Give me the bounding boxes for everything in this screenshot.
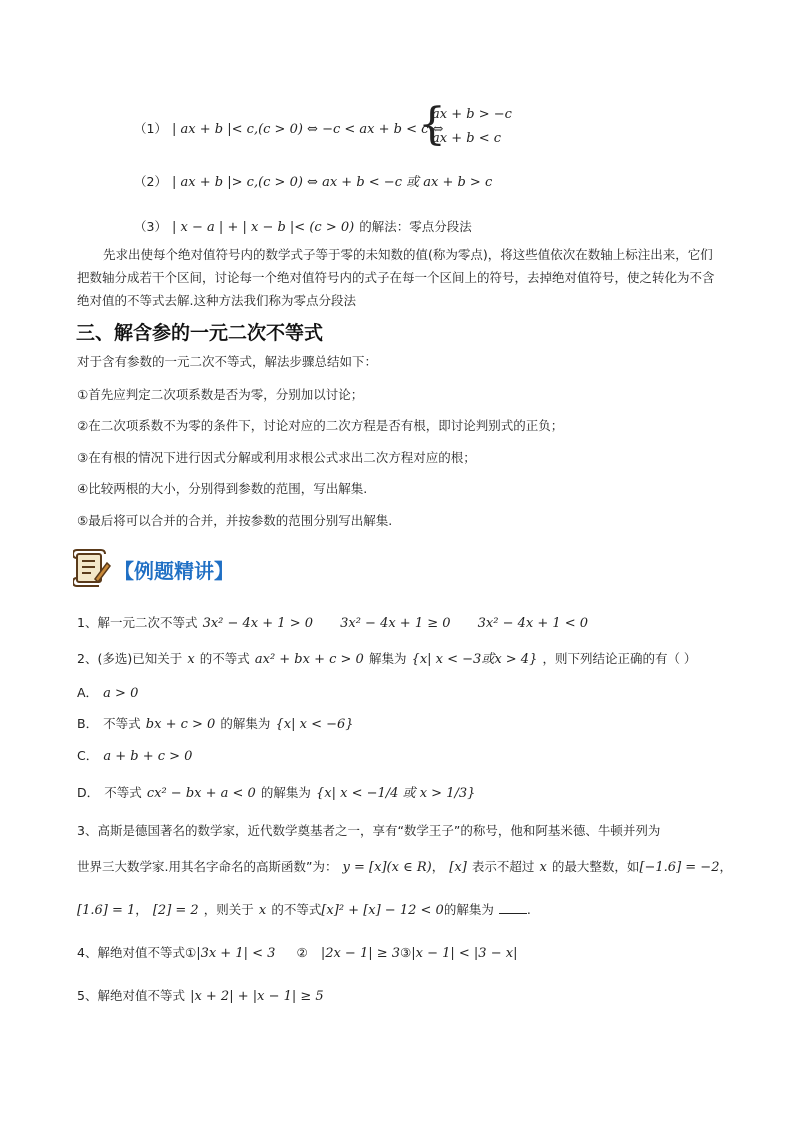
q4-formula-2: |2x − 1| ≥ 3 [320,946,401,961]
question-2-inequality: ax² + bx + c > 0 [254,652,364,667]
option-a-math: a > 0 [103,686,139,701]
option-d-text2: 的解集为 [260,785,311,800]
q3-example-3: [2] = 2 [152,903,199,918]
step-1: ①首先应判定二次项系数是否为零，分别加以讨论； [77,387,364,402]
option-b-math2: {x| x < −6} [275,717,354,732]
q3-line3d: 的解集为 [443,902,494,917]
step-2: ②在二次项系数不为零的条件下，讨论对应的二次方程是否有根，即讨论判别式的正负； [77,418,564,433]
question-2-var: x [187,652,195,667]
q3-line2d: 的最大整数，如 [551,859,640,874]
question-5 [77,985,324,1004]
rule-3 [134,216,472,235]
option-d-text: 不等式 [104,785,142,800]
rule-1-label: （1） [134,121,167,136]
answer-blank[interactable] [499,901,527,914]
question-1-text: 1、解一元二次不等式 [77,615,198,630]
q3-line2e: ， [719,859,732,874]
q3-var-x: x [539,860,547,875]
q3-bracket-x: [x] [449,860,467,875]
section-3-title: 三、解含参的一元二次不等式 [76,322,324,344]
q3-example-1: [−1.6] = −2 [639,860,720,875]
question-4 [77,942,517,961]
question-2-mid2: 解集为 [368,651,407,666]
q4-formula-3: |x − 1| < |3 − x| [411,946,518,961]
q4-formula-1: |3x + 1| < 3 [196,946,276,961]
q5-formula: |x + 2| + |x − 1| ≥ 5 [190,989,324,1004]
question-1-formula-1: 3x² − 4x + 1 > 0 [202,616,313,631]
question-5-text: 5、解绝对值不等式 [77,988,185,1003]
option-b [77,713,354,732]
option-a-label: A． [77,685,99,700]
question-3-line-3 [77,899,531,918]
q3-line2a: 世界三大数学家.用其名字命名的高斯函数”为： [77,859,338,874]
rule-1-formula: | ax + b |< c,(c > 0) ⇔ −c < ax + b < c ⇔ [172,122,444,137]
option-b-label: B． [77,716,99,731]
option-c-label: C． [77,748,99,763]
option-b-math: bx + c > 0 [145,717,216,732]
rule-1 [134,118,443,137]
question-2-mid: 的不等式 [199,651,250,666]
question-1-formula-3: 3x² − 4x + 1 < 0 [477,616,589,631]
rule-3-formula: | x − a | + | x − b |< (c > 0) [172,220,355,235]
step-5: ⑤最后将可以合并的合并，并按参数的范围分别写出解集. [77,513,393,528]
q3-line3b: ，则关于 [203,902,254,917]
rule-2-label: （2） [134,174,167,189]
zero-method-paragraph: 先求出使每个绝对值符号内的数学式子等于零的未知数的值(称为零点)，将这些值依次在数轴上标注出来，它们把数轴分成若干个区间，讨论每一个绝对值符号内的式子在每一个区间上的符号，去掉绝对值符号，使之转化为不含绝对值的不等式去解.这种方法我们称为零点分段法 [77,247,715,308]
option-d-label: D． [77,785,100,800]
q3-line3a: ， [135,902,148,917]
q3-var-x-2: x [258,903,267,918]
option-d [77,782,475,801]
question-2-prefix: 2、(多选)已知关于 [77,651,183,666]
option-c-math: a + b + c > 0 [103,749,193,764]
question-4-text: 4、解绝对值不等式 [77,945,185,960]
step-4: ④比较两根的大小，分别得到参数的范围，写出解集. [77,481,368,496]
step-3: ③在有根的情况下进行因式分解或利用求根公式求出二次方程对应的根； [77,450,476,465]
rule-2-formula: | ax + b |> c,(c > 0) ⇔ ax + b < −c 或 ax + b > c [172,175,493,190]
rule-1-brace: { [418,99,446,150]
q3-line3c: 的不等式 [271,902,322,917]
option-b-text2: 的解集为 [220,716,271,731]
option-d-math: cx² − bx + a < 0 [146,786,256,801]
q3-inequality: [x]² + [x] − 12 < 0 [321,903,444,918]
question-3-line-1: 3、高斯是德国著名的数学家，近代数学奠基者之一，享有“数学王子”的称号，他和阿基米德、牛顿并列为 [77,823,661,838]
option-b-text: 不等式 [103,716,141,731]
section-3-intro: 对于含有参数的一元二次不等式，解法步骤总结如下： [77,354,378,369]
q4-marker-1: ① [184,945,197,960]
q3-example-2: [1.6] = 1 [77,903,136,918]
question-3-line-2 [77,856,732,875]
option-d-math2: {x| x < −1/4 或 x > 1/3} [316,786,476,801]
question-1 [77,612,588,631]
rule-1-case-top: ax + b > −c [432,107,512,122]
rule-3-label: （3） [134,219,167,234]
question-2-suffix: ，则下列结论正确的有（ ） [542,651,697,666]
rule-3-suffix: 的解法：零点分段法 [359,219,472,234]
rule-2 [134,171,492,190]
question-1-formula-2: 3x² − 4x + 1 ≥ 0 [340,616,451,631]
question-2 [77,648,696,667]
scroll-icon [73,549,111,587]
option-a [77,682,138,701]
q3-line2b: ， [431,859,445,874]
q3-gauss-function: y = [x](x ∈ R) [342,860,432,875]
examples-header: 【例题精讲】 [114,559,234,583]
question-2-solution-set: {x| x < −3或x > 4} [411,652,538,667]
q4-marker-2: ② [296,945,308,960]
q3-line3e: . [526,902,531,917]
q4-marker-3: ③ [400,945,412,960]
q3-line2c: 表示不超过 [471,859,535,874]
option-c [77,745,192,764]
rule-1-case-bottom: ax + b < c [432,131,501,146]
